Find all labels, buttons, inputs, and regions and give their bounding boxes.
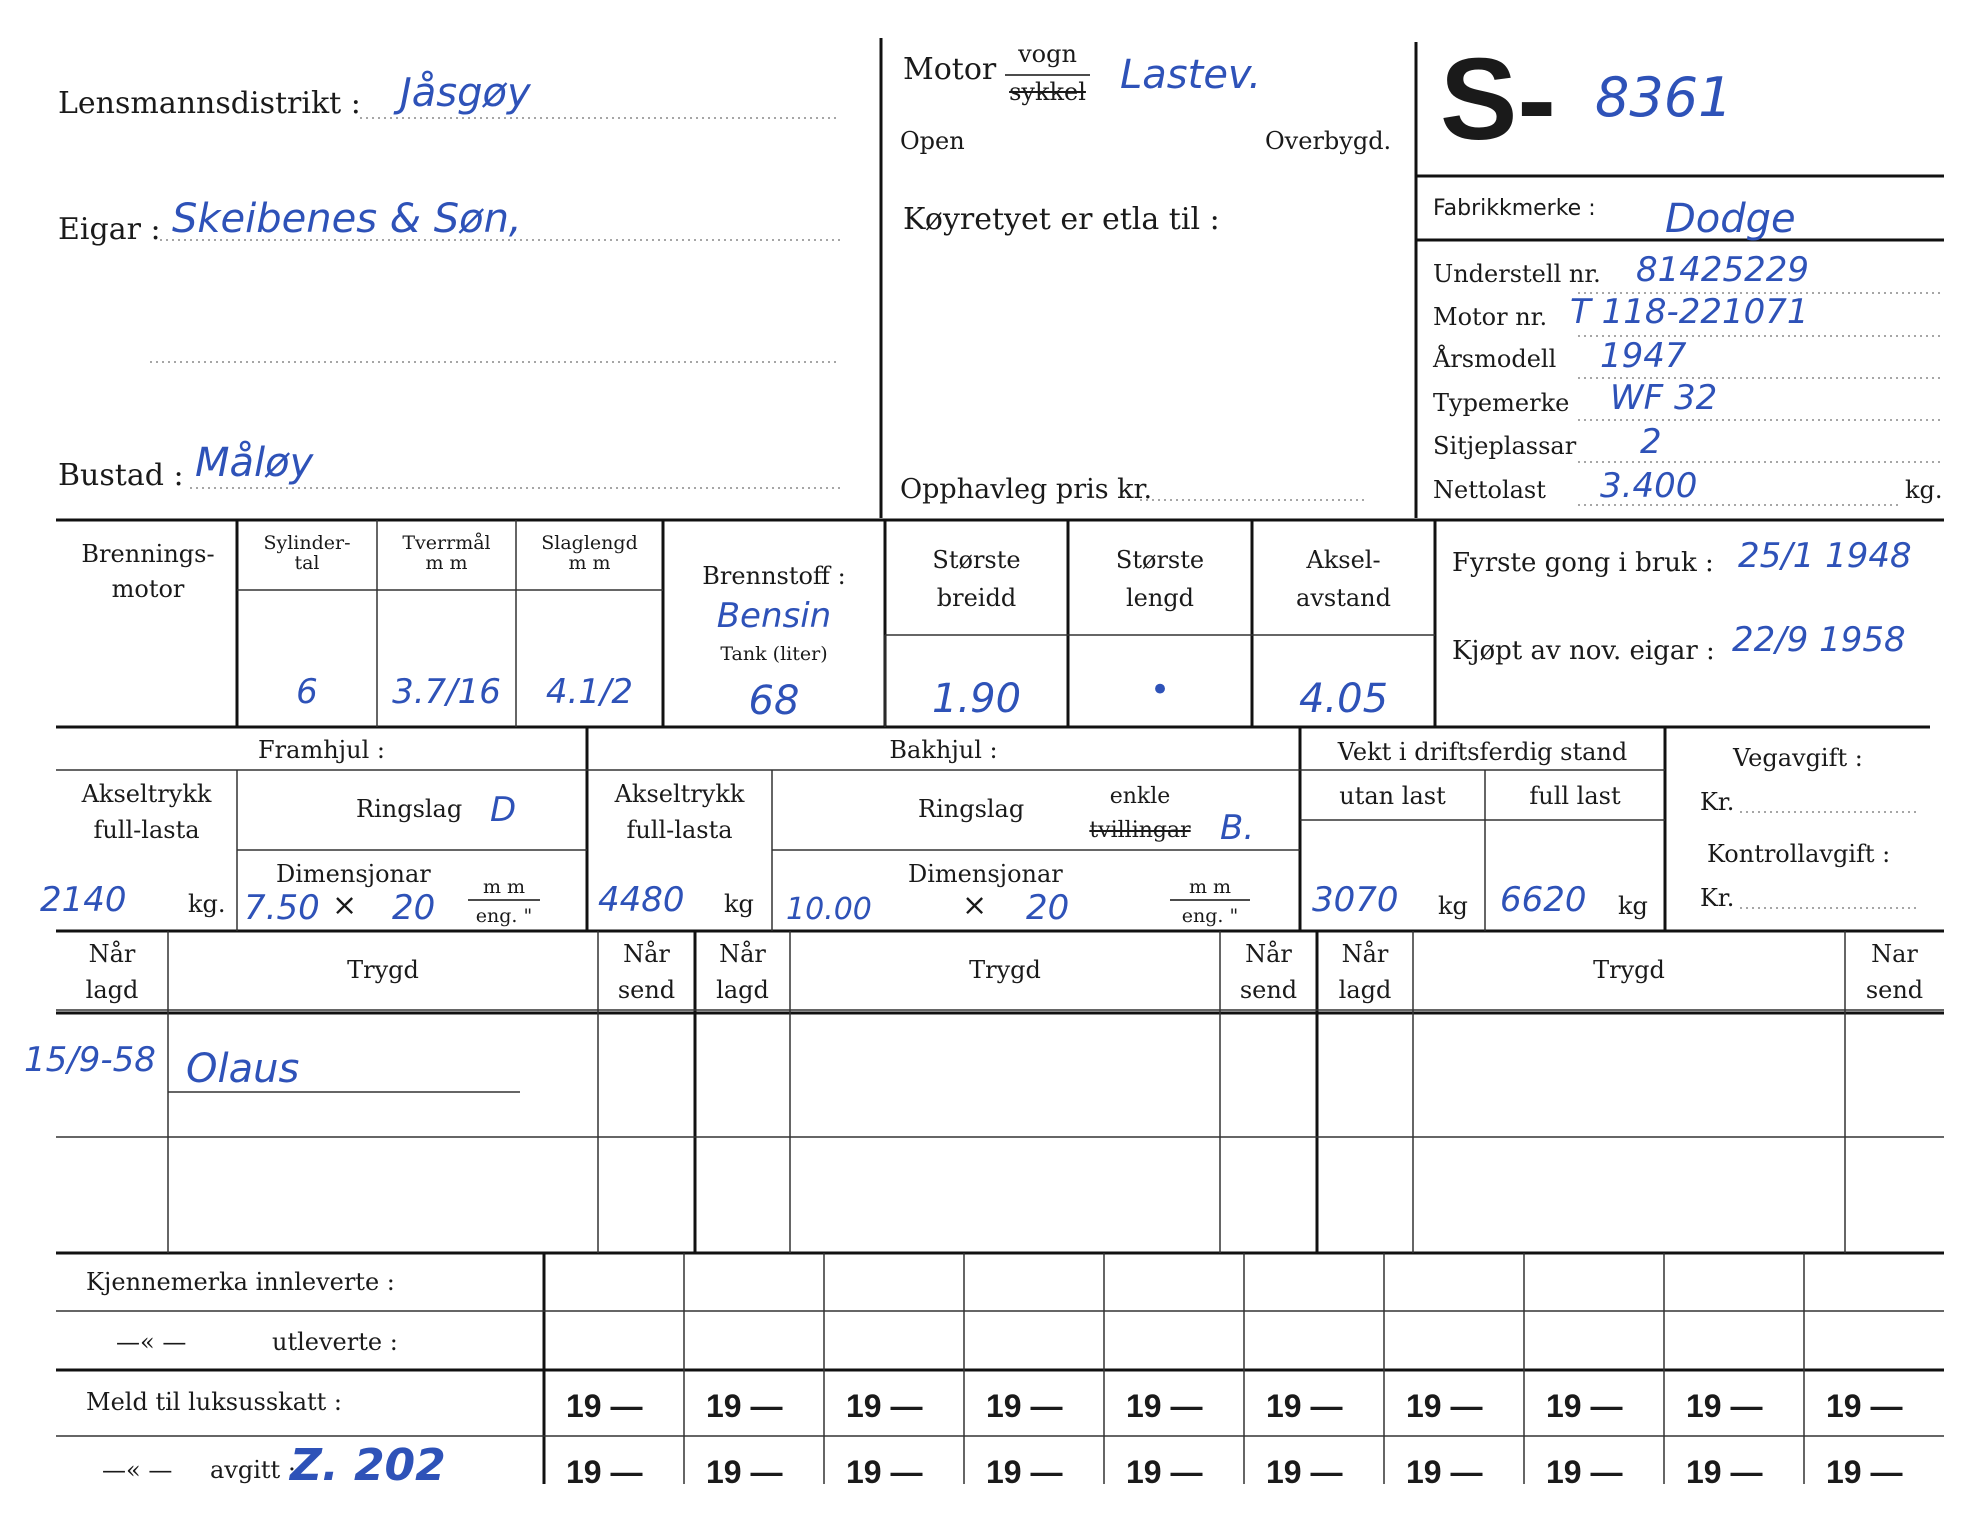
rear-akseltrykk-label-2: full-lasta xyxy=(626,816,733,844)
rear-akseltrykk-kg: kg xyxy=(724,890,754,918)
koyretyet-label: Køyretyet er etla til : xyxy=(903,202,1220,237)
sylinder-label-2: tal xyxy=(294,552,320,574)
tverrmal-label-1: Tverrmål xyxy=(402,532,491,554)
opphavleg-pris-label: Opphavleg pris kr. xyxy=(900,474,1153,505)
storste-lengd-label-1: Største xyxy=(1115,546,1205,574)
typemerke-value[interactable]: WF 32 xyxy=(1610,378,1718,418)
tverrmal-label-2: m m xyxy=(425,552,468,574)
sylinder-value[interactable]: 6 xyxy=(296,672,318,712)
avgitt-year-2: 19 — xyxy=(706,1454,783,1490)
rear-akseltrykk-label-1: Akseltrykk xyxy=(614,780,745,808)
vegavgift-label: Vegavgift : xyxy=(1733,744,1863,772)
utan-last-kg: kg xyxy=(1438,892,1468,920)
fyrste-gong-value[interactable]: 25/1 1948 xyxy=(1738,536,1912,576)
storste-breidd-label-2: breidd xyxy=(936,584,1017,612)
sylinder-label-1: Sylinder- xyxy=(263,532,351,554)
front-dim-times: × xyxy=(332,888,358,923)
nar-send-1-a: Når xyxy=(623,940,670,968)
overbygd-label: Overbygd. xyxy=(1265,127,1392,155)
front-dim-a-value[interactable]: 7.50 xyxy=(244,888,320,928)
meld-year-5: 19 — xyxy=(1126,1388,1203,1424)
trygd-header-1: Trygd xyxy=(347,956,419,984)
kontrollavgift-label: Kontrollavgift : xyxy=(1707,840,1891,868)
lensmannsdistrikt-value[interactable]: Jåsgøy xyxy=(400,70,531,116)
front-dimensjonar-label: Dimensjonar xyxy=(276,860,431,888)
trygd-header-3: Trygd xyxy=(1593,956,1665,984)
registration-prefix: S- xyxy=(1440,34,1556,164)
nar-send-2-b: send xyxy=(1239,976,1298,1004)
akselavstand-label-1: Aksel- xyxy=(1306,546,1381,574)
rear-dim-times: × xyxy=(962,888,988,923)
motor-nr-value[interactable]: T 118-221071 xyxy=(1570,292,1809,332)
nar-send-3-a: Nar xyxy=(1871,940,1918,968)
vekt-label: Vekt i driftsferdig stand xyxy=(1337,738,1628,766)
rear-dim-b-value[interactable]: 20 xyxy=(1026,888,1070,928)
brennings-label-2: motor xyxy=(111,575,185,603)
sitjeplassar-label: Sitjeplassar xyxy=(1433,432,1577,460)
eigar-label: Eigar : xyxy=(58,212,161,247)
storste-breidd-label-1: Største xyxy=(932,546,1021,574)
rear-mm-label: m m xyxy=(1188,876,1232,898)
avgitt-year-8: 19 — xyxy=(1546,1454,1623,1490)
tank-value[interactable]: 68 xyxy=(748,678,800,724)
rear-ringslag-value[interactable]: B. xyxy=(1220,808,1255,848)
trygd-header-2: Trygd xyxy=(969,956,1041,984)
akselavstand-label-2: avstand xyxy=(1296,584,1391,612)
arsmodell-label: Årsmodell xyxy=(1433,345,1557,373)
full-last-kg: kg xyxy=(1618,892,1648,920)
arsmodell-value[interactable]: 1947 xyxy=(1600,336,1687,376)
bakhjul-label: Bakhjul : xyxy=(889,736,998,764)
slaglengd-label-1: Slaglengd xyxy=(541,532,638,554)
front-akseltrykk-value[interactable]: 2140 xyxy=(40,880,127,920)
kjopt-label: Kjøpt av nov. eigar : xyxy=(1452,636,1715,666)
meld-year-9: 19 — xyxy=(1686,1388,1763,1424)
front-akseltrykk-kg: kg. xyxy=(188,890,226,918)
meld-year-8: 19 — xyxy=(1546,1388,1623,1424)
motor-label: Motor xyxy=(903,52,997,87)
meld-year-6: 19 — xyxy=(1266,1388,1343,1424)
storste-lengd-label-2: lengd xyxy=(1125,584,1195,612)
avgitt-year-1: 19 — xyxy=(566,1454,643,1490)
rear-dim-a-value[interactable]: 10.00 xyxy=(786,892,872,927)
avgitt-year-5: 19 — xyxy=(1126,1454,1203,1490)
slaglengd-label-2: m m xyxy=(568,552,611,574)
avgitt-ditto: —« — xyxy=(102,1456,173,1484)
enkle-label: enkle xyxy=(1109,784,1171,809)
front-ringslag-label: Ringslag xyxy=(356,795,463,823)
nar-lagd-2-b: lagd xyxy=(716,976,769,1004)
tverrmal-value[interactable]: 3.7/16 xyxy=(392,672,501,712)
nettolast-kg: kg. xyxy=(1905,476,1943,504)
tank-label: Tank (liter) xyxy=(720,643,828,665)
sykkel-label: sykkel xyxy=(1009,78,1086,106)
avgitt-label: avgitt : xyxy=(210,1456,296,1484)
avgitt-value[interactable]: Z. 202 xyxy=(290,1440,446,1491)
meld-year-4: 19 — xyxy=(986,1388,1063,1424)
eigar-value[interactable]: Skeibenes & Søn, xyxy=(172,196,522,242)
meld-luksusskatt-label: Meld til luksusskatt : xyxy=(86,1388,343,1416)
insurance-row1-trygd[interactable]: Olaus xyxy=(186,1046,300,1092)
nar-send-1-b: send xyxy=(617,976,676,1004)
nar-lagd-3-b: lagd xyxy=(1338,976,1392,1004)
registration-number[interactable]: 8361 xyxy=(1595,66,1733,129)
kontrollavgift-kr: Kr. xyxy=(1700,884,1735,912)
rear-dimensjonar-label: Dimensjonar xyxy=(908,860,1063,888)
avgitt-year-3: 19 — xyxy=(846,1454,923,1490)
front-eng-label: eng. " xyxy=(475,905,533,927)
slaglengd-value[interactable]: 4.1/2 xyxy=(545,672,634,712)
typemerke-label: Typemerke xyxy=(1433,389,1570,417)
akselavstand-value[interactable]: 4.05 xyxy=(1298,676,1389,722)
vogn-label: vogn xyxy=(1018,40,1077,68)
meld-year-3: 19 — xyxy=(846,1388,923,1424)
insurance-row1-date[interactable]: 15/9-58 xyxy=(24,1040,156,1080)
brennstoff-label: Brennstoff : xyxy=(702,562,846,590)
storste-lengd-value[interactable]: • xyxy=(1149,670,1171,710)
tvillingar-label: tvillingar xyxy=(1089,818,1191,843)
front-mm-label: m m xyxy=(482,876,526,898)
utan-last-value[interactable]: 3070 xyxy=(1312,880,1399,920)
rear-ringslag-label: Ringslag xyxy=(918,795,1025,823)
utan-last-label: utan last xyxy=(1339,782,1446,810)
fabrikkmerke-label: Fabrikkmerke : xyxy=(1433,196,1596,221)
open-label: Open xyxy=(900,127,965,155)
fyrste-gong-label: Fyrste gong i bruk : xyxy=(1452,548,1714,578)
full-last-value[interactable]: 6620 xyxy=(1500,880,1587,920)
storste-breidd-value[interactable]: 1.90 xyxy=(931,676,1022,722)
understell-value[interactable]: 81425229 xyxy=(1636,250,1810,290)
nar-lagd-2-a: Når xyxy=(719,940,766,968)
bustad-label: Bustad : xyxy=(58,458,184,493)
avgitt-year-6: 19 — xyxy=(1266,1454,1343,1490)
meld-year-2: 19 — xyxy=(706,1388,783,1424)
front-akseltrykk-label-2: full-lasta xyxy=(93,816,200,844)
avgitt-year-10: 19 — xyxy=(1826,1454,1903,1490)
meld-year-7: 19 — xyxy=(1406,1388,1483,1424)
utleverte-label: utleverte : xyxy=(272,1328,398,1356)
meld-year-1: 19 — xyxy=(566,1388,643,1424)
sitjeplassar-value[interactable]: 2 xyxy=(1640,422,1662,462)
rear-akseltrykk-value[interactable]: 4480 xyxy=(598,880,685,920)
nar-send-2-a: Når xyxy=(1245,940,1292,968)
meld-year-10: 19 — xyxy=(1826,1388,1903,1424)
lensmannsdistrikt-label: Lensmannsdistrikt : xyxy=(58,86,361,121)
avgitt-year-9: 19 — xyxy=(1686,1454,1763,1490)
utleverte-ditto: —« — xyxy=(116,1328,187,1356)
nar-send-3-b: send xyxy=(1865,976,1924,1004)
brennstoff-value[interactable]: Bensin xyxy=(716,596,832,636)
vegavgift-kr: Kr. xyxy=(1700,788,1735,816)
kjopt-value[interactable]: 22/9 1958 xyxy=(1732,620,1906,660)
framhjul-label: Framhjul : xyxy=(258,736,385,764)
rear-eng-label: eng. " xyxy=(1181,905,1239,927)
full-last-label: full last xyxy=(1529,782,1621,810)
nettolast-label: Nettolast xyxy=(1433,476,1546,504)
nar-lagd-3-a: Når xyxy=(1341,940,1389,968)
front-dim-b-value[interactable]: 20 xyxy=(392,888,436,928)
brennings-label-1: Brennings- xyxy=(81,540,215,568)
bustad-value[interactable]: Måløy xyxy=(195,440,314,486)
front-ringslag-value[interactable]: D xyxy=(490,790,517,830)
front-akseltrykk-label-1: Akseltrykk xyxy=(81,780,212,808)
innleverte-label: Kjennemerka innleverte : xyxy=(86,1268,395,1296)
nar-lagd-1-a: Når xyxy=(88,940,136,968)
motor-type-value[interactable]: Lastev. xyxy=(1120,52,1262,98)
nar-lagd-1-b: lagd xyxy=(85,976,139,1004)
avgitt-year-4: 19 — xyxy=(986,1454,1063,1490)
fabrikkmerke-value[interactable]: Dodge xyxy=(1665,196,1796,242)
nettolast-value[interactable]: 3.400 xyxy=(1600,466,1698,506)
motor-nr-label: Motor nr. xyxy=(1433,303,1548,331)
understell-label: Understell nr. xyxy=(1433,260,1601,288)
avgitt-year-7: 19 — xyxy=(1406,1454,1483,1490)
